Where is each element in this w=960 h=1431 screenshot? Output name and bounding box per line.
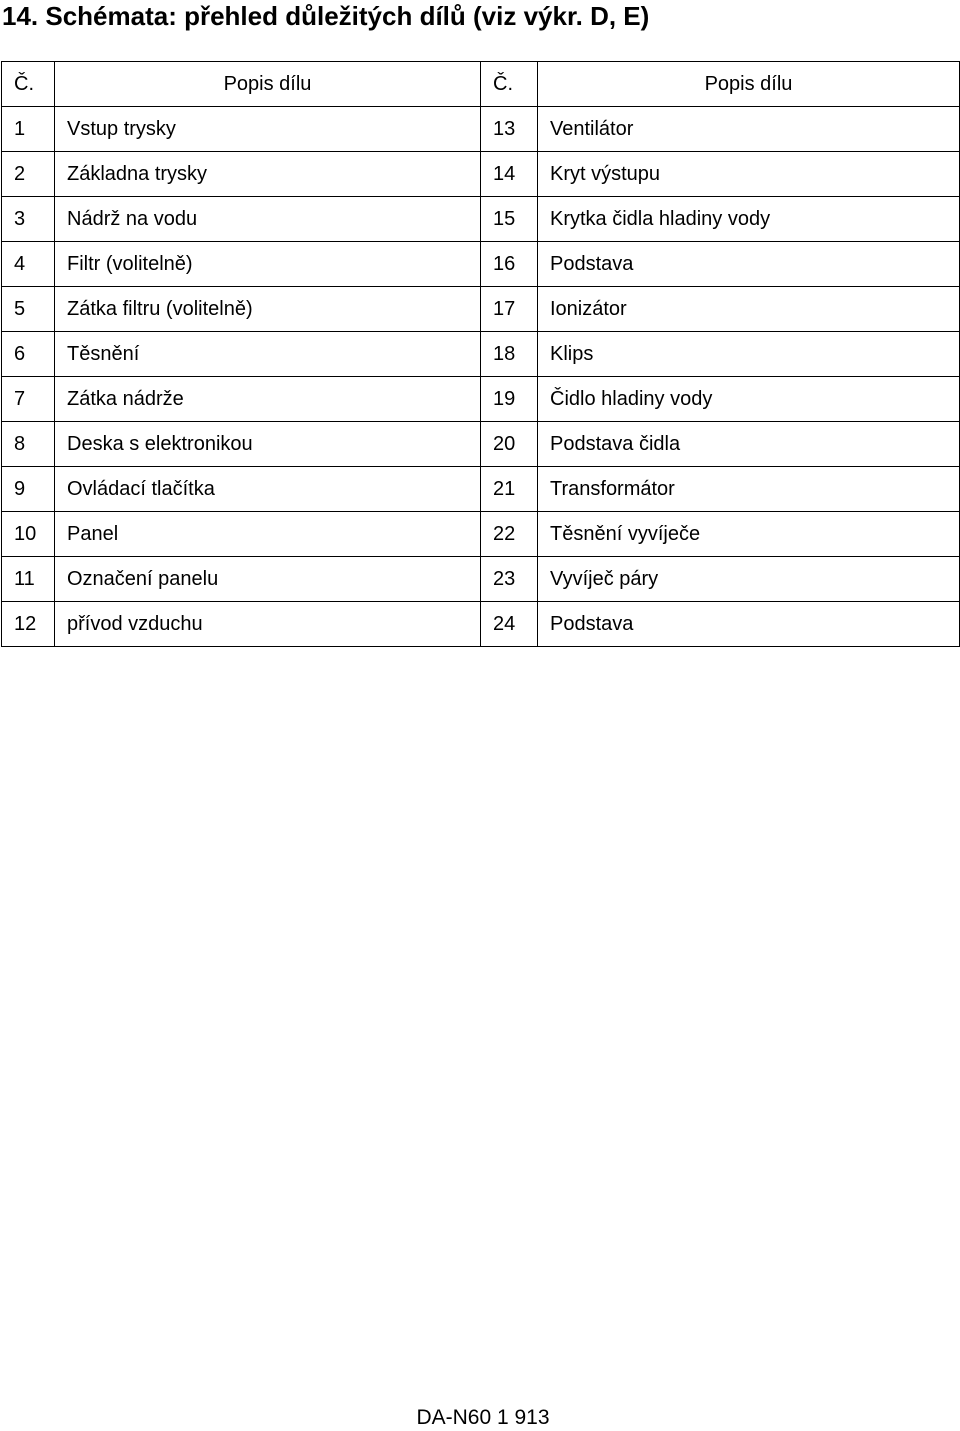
part-number: 22: [481, 512, 538, 557]
part-description: Panel: [55, 512, 481, 557]
part-description: Klips: [538, 332, 960, 377]
header-number: Č.: [481, 62, 538, 107]
part-description: přívod vzduchu: [55, 602, 481, 647]
part-description: Kryt výstupu: [538, 152, 960, 197]
part-number: 2: [2, 152, 55, 197]
part-description: Transformátor: [538, 467, 960, 512]
document-code: DA-N60 1 913: [416, 1406, 550, 1429]
part-number: 19: [481, 377, 538, 422]
part-description: Označení panelu: [55, 557, 481, 602]
parts-table: [1, 61, 960, 647]
part-description: Čidlo hladiny vody: [538, 377, 960, 422]
part-number: 13: [481, 107, 538, 152]
parts-table-body: [2, 107, 960, 647]
table-row: [2, 512, 960, 557]
part-number: 8: [2, 422, 55, 467]
part-description: Podstava: [538, 602, 960, 647]
part-number: 17: [481, 287, 538, 332]
part-description: Zátka filtru (volitelně): [55, 287, 481, 332]
page-title: 14. Schémata: přehled důležitých dílů (viz výkr. D, E): [2, 1, 650, 31]
part-number: 18: [481, 332, 538, 377]
part-number: 7: [2, 377, 55, 422]
part-description: Podstava čidla: [538, 422, 960, 467]
part-number: 14: [481, 152, 538, 197]
part-number: 12: [2, 602, 55, 647]
part-number: 3: [2, 197, 55, 242]
part-description: Vyvíječ páry: [538, 557, 960, 602]
part-number: 9: [2, 467, 55, 512]
part-description: Krytka čidla hladiny vody: [538, 197, 960, 242]
part-description: Těsnění vyvíječe: [538, 512, 960, 557]
part-description: Ionizátor: [538, 287, 960, 332]
part-number: 5: [2, 287, 55, 332]
table-row: [2, 422, 960, 467]
part-description: Ovládací tlačítka: [55, 467, 481, 512]
part-number: 20: [481, 422, 538, 467]
part-number: 1: [2, 107, 55, 152]
part-description: Podstava: [538, 242, 960, 287]
part-number: 23: [481, 557, 538, 602]
table-row: [2, 152, 960, 197]
part-description: Deska s elektronikou: [55, 422, 481, 467]
part-number: 15: [481, 197, 538, 242]
table-row: [2, 602, 960, 647]
table-row: [2, 467, 960, 512]
table-header-row: [2, 62, 960, 107]
part-number: 10: [2, 512, 55, 557]
part-description: Nádrž na vodu: [55, 197, 481, 242]
part-description: Zátka nádrže: [55, 377, 481, 422]
table-row: [2, 107, 960, 152]
table-row: [2, 377, 960, 422]
part-description: Filtr (volitelně): [55, 242, 481, 287]
part-description: Vstup trysky: [55, 107, 481, 152]
table-row: [2, 242, 960, 287]
table-row: [2, 332, 960, 377]
part-number: 6: [2, 332, 55, 377]
part-description: Těsnění: [55, 332, 481, 377]
part-number: 24: [481, 602, 538, 647]
part-description: Základna trysky: [55, 152, 481, 197]
part-number: 4: [2, 242, 55, 287]
table-row: [2, 557, 960, 602]
table-row: [2, 287, 960, 332]
header-number: Č.: [2, 62, 55, 107]
part-number: 21: [481, 467, 538, 512]
part-description: Ventilátor: [538, 107, 960, 152]
part-number: 16: [481, 242, 538, 287]
header-description: Popis dílu: [55, 62, 481, 107]
part-number: 11: [2, 557, 55, 602]
header-description: Popis dílu: [538, 62, 960, 107]
table-row: [2, 197, 960, 242]
